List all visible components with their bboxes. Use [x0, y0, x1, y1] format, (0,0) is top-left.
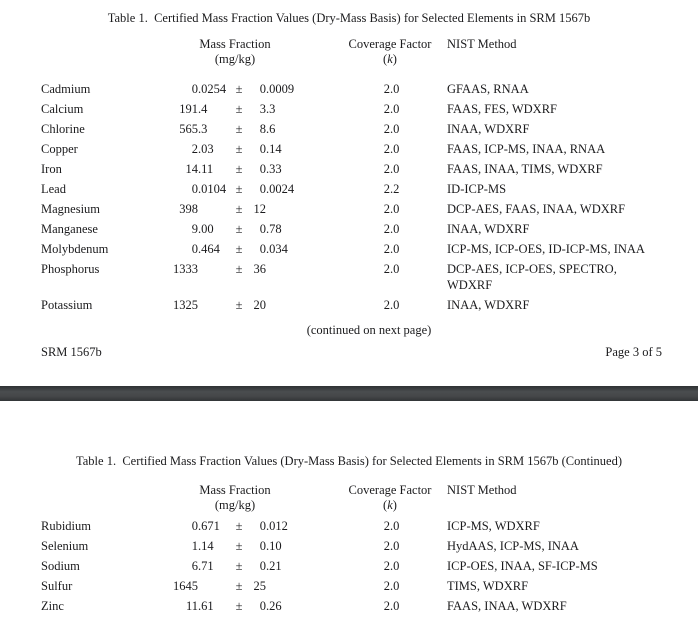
table-row — [0, 536, 698, 556]
uncertainty-dec: .0009 — [266, 82, 295, 96]
coverage-factor-value: 2.0 — [383, 579, 400, 593]
coverage-factor-value: 2.0 — [383, 242, 400, 256]
coverage-factor-value: 2.0 — [383, 162, 400, 176]
table-body — [0, 79, 698, 315]
element-name: Phosphorus — [41, 262, 100, 276]
plus-minus-sign: ± — [235, 122, 243, 136]
uncertainty-dec: .012 — [266, 519, 288, 533]
element-name: Selenium — [41, 539, 89, 553]
nist-method-value: GFAAS, RNAA — [447, 82, 529, 96]
mass-fraction-int: 0 — [191, 242, 198, 256]
document-page-4 — [0, 401, 698, 631]
coverage-factor-value: 2.0 — [383, 122, 400, 136]
coverage-factor-label: Coverage Factor — [348, 483, 432, 497]
element-name: Molybdenum — [41, 242, 109, 256]
column-mass-fraction — [170, 483, 300, 513]
table-row — [0, 516, 698, 536]
element-name: Lead — [41, 182, 66, 196]
element-name: Zinc — [41, 599, 64, 613]
mass-fraction-dec: .14 — [198, 539, 214, 553]
mass-fraction-int: 191 — [179, 102, 198, 116]
uncertainty-dec: .10 — [266, 539, 282, 553]
nist-method-value: FAAS, FES, WDXRF — [447, 102, 557, 116]
coverage-factor-value: 2.0 — [383, 559, 400, 573]
mass-fraction-dec: .00 — [198, 222, 214, 236]
uncertainty-int: 20 — [253, 298, 266, 312]
column-coverage-factor — [330, 37, 450, 67]
table-body — [0, 516, 698, 616]
coverage-factor-value: 2.0 — [383, 202, 400, 216]
uncertainty-int: 0 — [259, 519, 266, 533]
mass-fraction-dec: .3 — [198, 122, 208, 136]
element-name: Potassium — [41, 298, 93, 312]
nist-method-value: INAA, WDXRF — [447, 298, 530, 312]
mass-fraction-int: 1645 — [173, 579, 198, 593]
nist-method-value: DCP-AES, FAAS, INAA, WDXRF — [447, 202, 626, 216]
coverage-factor-value: 2.0 — [383, 82, 400, 96]
uncertainty-int: 0 — [259, 82, 266, 96]
element-name: Calcium — [41, 102, 84, 116]
coverage-factor-k-symbol: (k) — [383, 498, 397, 512]
coverage-factor-value: 2.0 — [383, 519, 400, 533]
element-name: Magnesium — [41, 202, 101, 216]
element-name: Manganese — [41, 222, 98, 236]
nist-method-value: FAAS, INAA, TIMS, WDXRF — [447, 162, 603, 176]
element-name: Rubidium — [41, 519, 92, 533]
coverage-factor-k-symbol: (k) — [383, 52, 397, 66]
element-name: Chlorine — [41, 122, 85, 136]
table-row — [0, 596, 698, 616]
nist-method-value: FAAS, INAA, WDXRF — [447, 599, 567, 613]
nist-method-value: INAA, WDXRF — [447, 222, 530, 236]
mass-fraction-unit: (mg/kg) — [214, 498, 256, 512]
mass-fraction-int: 1 — [191, 539, 198, 553]
mass-fraction-dec: .0104 — [198, 182, 227, 196]
plus-minus-sign: ± — [235, 242, 243, 256]
mass-fraction-int: 565 — [179, 122, 198, 136]
plus-minus-sign: ± — [235, 182, 243, 196]
coverage-factor-value: 2.0 — [383, 142, 400, 156]
nist-method-value: INAA, WDXRF — [447, 122, 530, 136]
footer-srm-label: SRM 1567b — [41, 345, 102, 359]
uncertainty-int: 0 — [259, 539, 266, 553]
table-row — [0, 159, 698, 179]
plus-minus-sign: ± — [235, 539, 243, 553]
element-name: Copper — [41, 142, 78, 156]
uncertainty-dec: .78 — [266, 222, 282, 236]
nist-method-value: ICP-MS, ICP-OES, ID-ICP-MS, INAA — [447, 242, 645, 256]
table-row — [0, 576, 698, 596]
mass-fraction-int: 1333 — [173, 262, 198, 276]
plus-minus-sign: ± — [235, 82, 243, 96]
coverage-factor-value: 2.0 — [383, 298, 400, 312]
uncertainty-int: 8 — [259, 122, 266, 136]
nist-method-value: FAAS, ICP-MS, INAA, RNAA — [447, 142, 606, 156]
table-row — [0, 219, 698, 239]
uncertainty-dec: .33 — [266, 162, 282, 176]
uncertainty-int: 36 — [253, 262, 266, 276]
plus-minus-sign: ± — [235, 222, 243, 236]
plus-minus-sign: ± — [235, 559, 243, 573]
mass-fraction-dec: .671 — [198, 519, 220, 533]
plus-minus-sign: ± — [235, 162, 243, 176]
page-separator — [0, 386, 698, 401]
element-name: Iron — [41, 162, 62, 176]
column-coverage-factor — [330, 483, 450, 513]
uncertainty-dec: .6 — [266, 122, 276, 136]
coverage-factor-value: 2.0 — [383, 262, 400, 276]
table-title: Table 1. Certified Mass Fraction Values (Dry-Mass Basis) for Selected Elements in SRM 1567b — [107, 11, 591, 25]
mass-fraction-dec: .11 — [198, 162, 214, 176]
mass-fraction-dec: .0254 — [198, 82, 227, 96]
uncertainty-int: 0 — [259, 599, 266, 613]
uncertainty-dec: .14 — [266, 142, 282, 156]
mass-fraction-unit: (mg/kg) — [214, 52, 256, 66]
uncertainty-dec: .3 — [266, 102, 276, 116]
uncertainty-int: 0 — [259, 162, 266, 176]
mass-fraction-dec: .71 — [198, 559, 214, 573]
uncertainty-int: 12 — [253, 202, 266, 216]
coverage-factor-value: 2.0 — [383, 102, 400, 116]
mass-fraction-int: 0 — [191, 519, 198, 533]
table-row — [0, 295, 698, 315]
uncertainty-int: 0 — [259, 242, 266, 256]
uncertainty-dec: .21 — [266, 559, 282, 573]
mass-fraction-int: 2 — [191, 142, 198, 156]
table-row — [0, 79, 698, 99]
page-footer — [41, 344, 662, 360]
continued-note: (continued on next page) — [306, 323, 432, 337]
uncertainty-int: 0 — [259, 559, 266, 573]
footer-page-number: Page 3 of 5 — [605, 345, 662, 359]
nist-method-value: ID-ICP-MS — [447, 182, 507, 196]
mass-fraction-int: 11 — [185, 599, 198, 613]
nist-method-value: TIMS, WDXRF — [447, 579, 529, 593]
nist-method-value: DCP-AES, ICP-OES, SPECTRO, WDXRF — [447, 262, 617, 292]
element-name: Sulfur — [41, 579, 73, 593]
uncertainty-int: 0 — [259, 222, 266, 236]
coverage-factor-label: Coverage Factor — [348, 37, 432, 51]
table-header — [0, 483, 698, 515]
table-row — [0, 119, 698, 139]
plus-minus-sign: ± — [235, 202, 243, 216]
table-row — [0, 139, 698, 159]
coverage-factor-value: 2.2 — [383, 182, 400, 196]
mass-fraction-dec: .4 — [198, 102, 208, 116]
uncertainty-int: 25 — [253, 579, 266, 593]
table-row — [0, 179, 698, 199]
column-nist-method: NIST Method — [447, 37, 517, 51]
coverage-factor-value: 2.0 — [383, 222, 400, 236]
plus-minus-sign: ± — [235, 102, 243, 116]
table-row — [0, 239, 698, 259]
mass-fraction-dec: .464 — [198, 242, 220, 256]
mass-fraction-label: Mass Fraction — [199, 483, 271, 497]
uncertainty-int: 3 — [259, 102, 266, 116]
column-nist-method: NIST Method — [447, 483, 517, 497]
plus-minus-sign: ± — [235, 579, 243, 593]
coverage-factor-value: 2.0 — [383, 539, 400, 553]
table-row — [0, 199, 698, 219]
plus-minus-sign: ± — [235, 298, 243, 312]
mass-fraction-int: 6 — [191, 559, 198, 573]
table-row — [0, 556, 698, 576]
table-header — [0, 37, 698, 69]
mass-fraction-dec: .61 — [198, 599, 214, 613]
mass-fraction-int: 0 — [191, 182, 198, 196]
element-name: Cadmium — [41, 82, 91, 96]
mass-fraction-label: Mass Fraction — [199, 37, 271, 51]
plus-minus-sign: ± — [235, 262, 243, 276]
table-row — [0, 259, 698, 295]
plus-minus-sign: ± — [235, 519, 243, 533]
uncertainty-dec: .034 — [266, 242, 288, 256]
mass-fraction-dec: .03 — [198, 142, 214, 156]
uncertainty-int: 0 — [259, 142, 266, 156]
uncertainty-dec: .26 — [266, 599, 282, 613]
element-name: Sodium — [41, 559, 80, 573]
mass-fraction-int: 14 — [185, 162, 198, 176]
nist-method-value: ICP-OES, INAA, SF-ICP-MS — [447, 559, 598, 573]
plus-minus-sign: ± — [235, 142, 243, 156]
nist-method-value: ICP-MS, WDXRF — [447, 519, 540, 533]
mass-fraction-int: 1325 — [173, 298, 198, 312]
uncertainty-int: 0 — [259, 182, 266, 196]
column-mass-fraction — [170, 37, 300, 67]
table-row — [0, 99, 698, 119]
uncertainty-dec: .0024 — [266, 182, 295, 196]
mass-fraction-int: 0 — [191, 82, 198, 96]
nist-method-value: HydAAS, ICP-MS, INAA — [447, 539, 579, 553]
coverage-factor-value: 2.0 — [383, 599, 400, 613]
plus-minus-sign: ± — [235, 599, 243, 613]
mass-fraction-int: 9 — [191, 222, 198, 236]
table-title-continued: Table 1. Certified Mass Fraction Values (Dry-Mass Basis) for Selected Elements in SRM 1567b (Continued) — [75, 454, 623, 468]
mass-fraction-int: 398 — [179, 202, 198, 216]
